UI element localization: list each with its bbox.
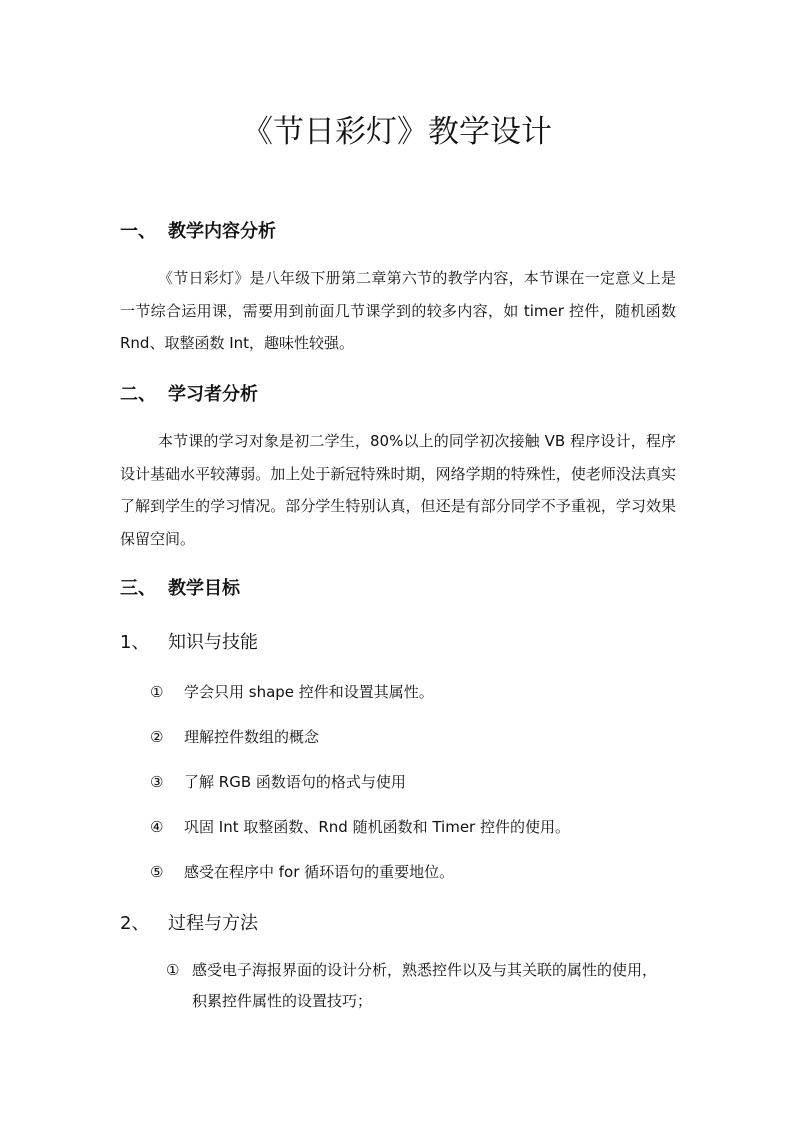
list-item: [150, 681, 434, 703]
section-heading-teaching-goals: [120, 576, 240, 602]
section-heading-content-analysis: [120, 219, 276, 245]
section-heading-learner-analysis: [120, 382, 258, 408]
list-item-text: 巩固 Int 取整函数、Rnd 随机函数和 Timer 控件的使用。: [184, 818, 570, 836]
circled-number: ①: [166, 961, 180, 979]
section-title: 教学内容分析: [168, 221, 276, 242]
paragraph-learner-analysis: 本节课的学习对象是初二学生，80%以上的同学初次接触 VB 程序设计，程序设计基础水平较薄弱。加上处于新冠特殊时期，网络学期的特殊性，使老师没法真实了解到学生的学习情况。部分学生特别认真，但还是有部分同学不予重视，学习效果保留空间。: [120, 432, 676, 548]
list-item-text: 理解控件数组的概念: [184, 728, 320, 746]
list-item: [150, 861, 454, 883]
subsection-number: 1、: [120, 632, 150, 653]
circled-number: ④: [150, 818, 164, 836]
circled-number: ③: [150, 773, 164, 791]
list-item-text: 了解 RGB 函数语句的格式与使用: [184, 773, 406, 791]
section-title: 教学目标: [168, 578, 240, 599]
list-item-text: 学会只用 shape 控件和设置其属性。: [184, 683, 434, 701]
section-number: 三、: [120, 578, 156, 599]
list-item: [150, 816, 570, 838]
list-item: [150, 771, 406, 793]
subsection-title: 过程与方法: [168, 913, 258, 934]
list-item: [150, 726, 319, 748]
subsection-number: 2、: [120, 913, 150, 934]
list-item-text: 感受在程序中 for 循环语句的重要地位。: [184, 863, 455, 881]
circled-number: ①: [150, 683, 164, 701]
list-item-row: [166, 955, 664, 1017]
subheading-knowledge-skills: [120, 630, 258, 656]
paragraph-content-analysis: 《节日彩灯》是八年级下册第二章第六节的教学内容，本节课在一定意义上是一节综合运用课，需要用到前面几节课学到的较多内容，如 timer 控件，随机函数 Rnd、取整函数 Int，趣味性较强。: [120, 269, 676, 353]
circled-number: ②: [150, 728, 164, 746]
subheading-process-methods: [120, 911, 258, 937]
section-title: 学习者分析: [168, 384, 258, 405]
section-number: 二、: [120, 384, 156, 405]
section-number: 一、: [120, 221, 156, 242]
circled-number: ⑤: [150, 863, 164, 881]
subsection-title: 知识与技能: [168, 632, 258, 653]
page-title: 《节日彩灯》教学设计: [242, 114, 552, 150]
list-item: [166, 955, 664, 1017]
list-item-text: 感受电子海报界面的设计分析，熟悉控件以及与其关联的属性的使用，积累控件属性的设置技巧；: [192, 961, 658, 1010]
